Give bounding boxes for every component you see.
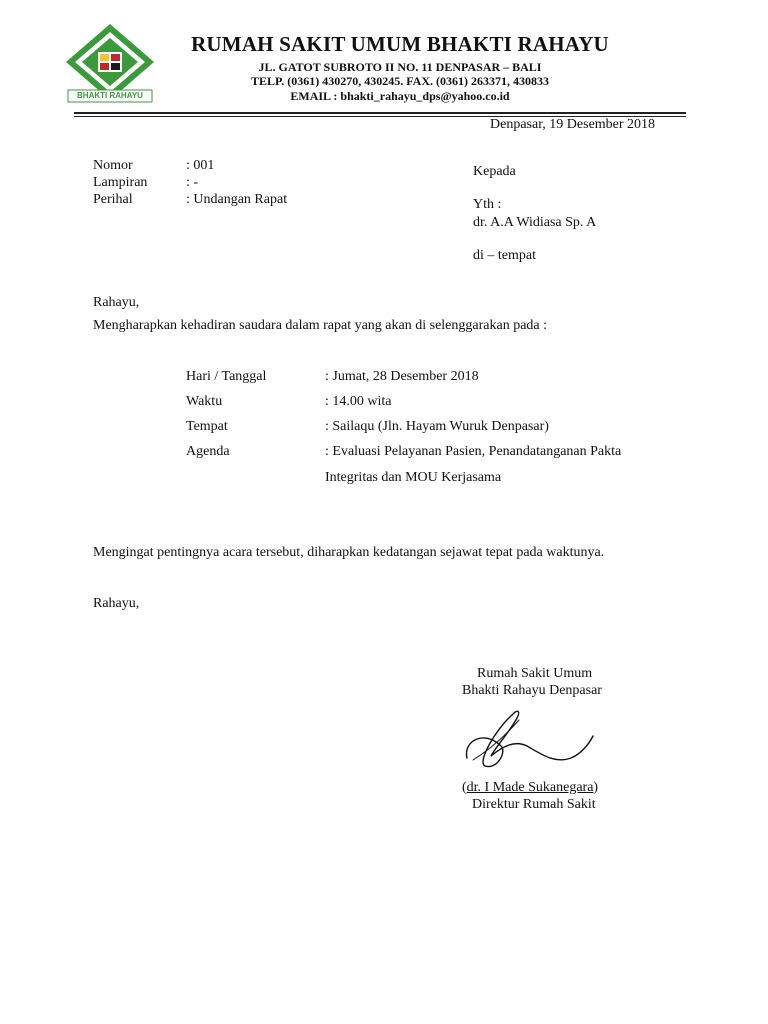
detail-label-agenda: Agenda: [186, 444, 230, 459]
detail-value-agenda-cont: Integritas dan MOU Kerjasama: [325, 470, 502, 485]
recipient-name: dr. A.A Widiasa Sp. A: [473, 215, 597, 230]
signature-org-line2: Bhakti Rahayu Denpasar: [462, 683, 602, 698]
meta-label-nomor: Nomor: [93, 158, 133, 173]
detail-label-date: Hari / Tanggal: [186, 369, 267, 384]
letterhead-email: EMAIL : bhakti_rahayu_dps@yahoo.co.id: [290, 89, 510, 103]
letter-date: Denpasar, 19 Desember 2018: [490, 117, 656, 132]
signature-org-line1: Rumah Sakit Umum: [477, 666, 593, 681]
letterhead-title: RUMAH SAKIT UMUM BHAKTI RAHAYU: [191, 32, 609, 56]
signatory-line: [462, 780, 598, 796]
detail-value-agenda: : Evaluasi Pelayanan Pasien, Penandatanganan Pakta: [325, 444, 622, 459]
detail-value-date: : Jumat, 28 Desember 2018: [325, 369, 479, 384]
recipient-kepada: Kepada: [473, 164, 516, 179]
logo-text: BHAKTI RAHAYU: [77, 91, 143, 100]
meta-value-nomor: : 001: [186, 158, 215, 173]
handwritten-signature: [455, 700, 605, 780]
letterhead-address: JL. GATOT SUBROTO II NO. 11 DENPASAR – BALI: [258, 60, 542, 74]
farewell: Rahayu,: [93, 596, 140, 611]
signatory-name: dr. I Made Sukanegara: [466, 780, 594, 795]
meta-value-lampiran: : -: [186, 175, 199, 190]
recipient-place: di – tempat: [473, 248, 536, 263]
signatory-title: Direktur Rumah Sakit: [472, 797, 596, 812]
meta-label-perihal: Perihal: [93, 192, 133, 207]
recipient-yth: Yth :: [473, 197, 502, 212]
detail-label-time: Waktu: [186, 394, 223, 409]
meta-label-lampiran: Lampiran: [93, 175, 148, 190]
detail-value-time: : 14.00 wita: [325, 394, 392, 409]
letterhead-phone: TELP. (0361) 430270, 430245. FAX. (0361) 263371, 430833: [251, 74, 549, 88]
detail-value-place: : Sailaqu (Jln. Hayam Wuruk Denpasar): [325, 419, 549, 434]
detail-label-place: Tempat: [186, 419, 228, 434]
signatory-close-paren: ): [593, 780, 599, 795]
greeting: Rahayu,: [93, 295, 140, 310]
signatory-open-paren: (: [462, 780, 467, 795]
header-divider-thick: [74, 112, 686, 114]
closing-paragraph: Mengingat pentingnya acara tersebut, diharapkan kedatangan sejawat tepat pada waktunya.: [93, 545, 605, 560]
intro-paragraph: Mengharapkan kehadiran saudara dalam rapat yang akan di selenggarakan pada :: [93, 318, 548, 333]
meta-value-perihal: : Undangan Rapat: [186, 192, 288, 207]
